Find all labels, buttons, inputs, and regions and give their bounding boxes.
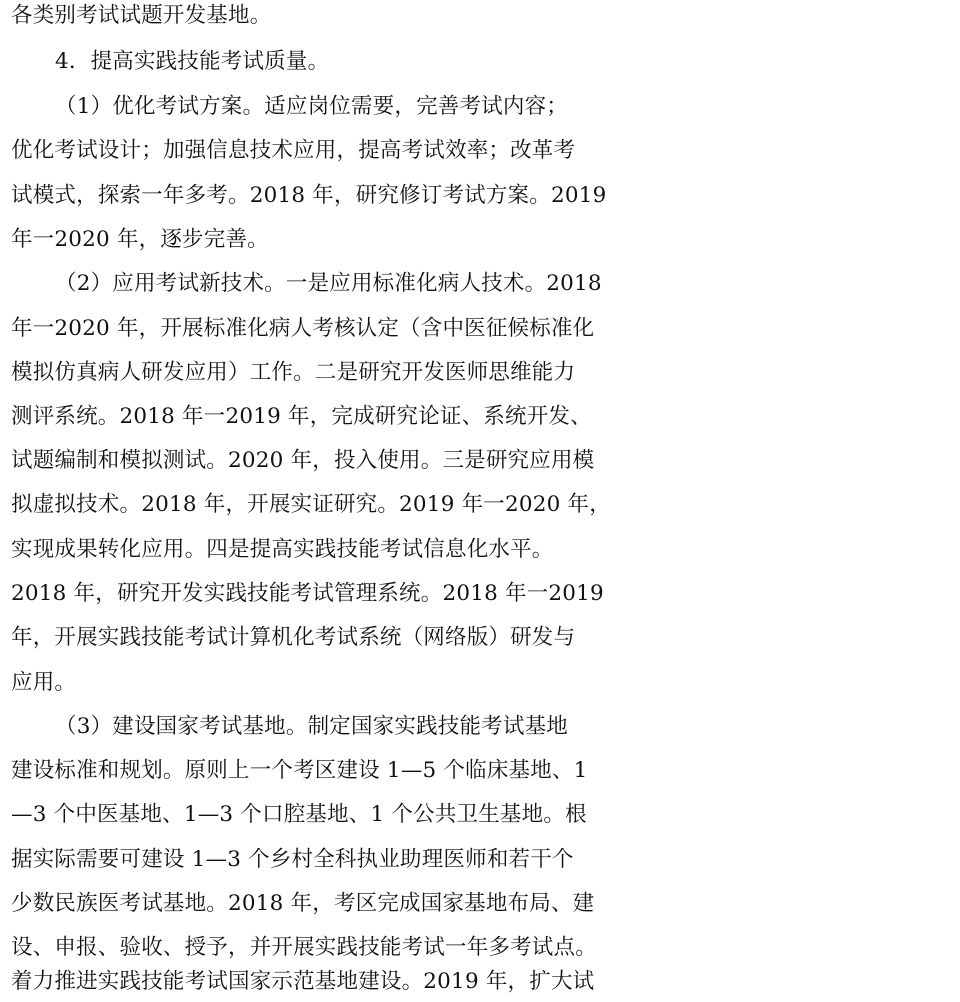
text-line: 年一2020 年，开展标准化病人考核认定（含中医征候标准化 bbox=[11, 316, 595, 341]
paragraph-start-line: （1）优化考试方案。适应岗位需要，完善考试内容； bbox=[55, 94, 568, 119]
text-line: 试模式，探索一年多考。2018 年，研究修订考试方案。2019 bbox=[11, 183, 607, 208]
text-line: 少数民族医考试基地。2018 年，考区完成国家基地布局、建 bbox=[11, 891, 595, 916]
paragraph-start-line: （2）应用考试新技术。一是应用标准化病人技术。2018 bbox=[55, 271, 602, 296]
paragraph-start-line: （3）建设国家考试基地。制定国家实践技能考试基地 bbox=[55, 714, 568, 739]
text-line: 建设标准和规划。原则上一个考区建设 1—5 个临床基地、1 bbox=[11, 758, 588, 783]
text-line: 拟虚拟技术。2018 年，开展实证研究。2019 年一2020 年， bbox=[11, 492, 611, 517]
text-line: 测评系统。2018 年一2019 年，完成研究论证、系统开发、 bbox=[11, 404, 592, 429]
text-line: 各类别考试试题开发基地。 bbox=[11, 3, 272, 28]
text-line: 着力推进实践技能考试国家示范基地建设。2019 年，扩大试 bbox=[11, 969, 595, 994]
text-line: 实现成果转化应用。四是提高实践技能考试信息化水平。 bbox=[11, 537, 554, 562]
text-line: 年一2020 年，逐步完善。 bbox=[11, 227, 269, 252]
text-line: 据实际需要可建设 1—3 个乡村全科执业助理医师和若干个 bbox=[11, 847, 574, 872]
text-line: —3 个中医基地、1—3 个口腔基地、1 个公共卫生基地。根 bbox=[11, 802, 587, 827]
section-heading: 4．提高实践技能考试质量。 bbox=[55, 49, 330, 74]
text-line: 年，开展实践技能考试计算机化考试系统（网络版）研发与 bbox=[11, 625, 576, 650]
text-line: 模拟仿真病人研发应用）工作。二是研究开发医师思维能力 bbox=[11, 360, 576, 385]
text-line: 优化考试设计；加强信息技术应用，提高考试效率；改革考 bbox=[11, 138, 576, 163]
text-line: 试题编制和模拟测试。2020 年，投入使用。三是研究应用模 bbox=[11, 448, 595, 473]
text-line: 设、申报、验收、授予，并开展实践技能考试一年多考试点。 bbox=[11, 935, 597, 960]
text-line: 应用。 bbox=[11, 670, 77, 695]
text-line: 2018 年，研究开发实践技能考试管理系统。2018 年一2019 bbox=[11, 581, 604, 606]
